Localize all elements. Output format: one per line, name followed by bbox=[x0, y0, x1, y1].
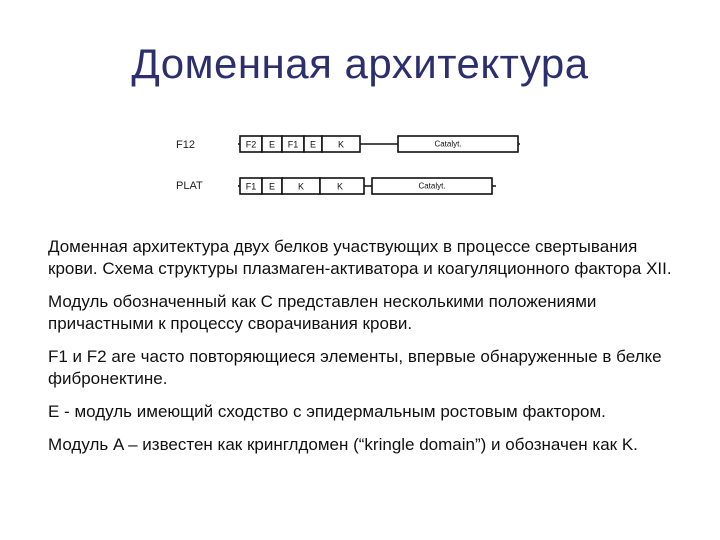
protein-label-plat: PLAT bbox=[176, 180, 203, 192]
domain-catalytic bbox=[398, 136, 518, 152]
svg-text:E: E bbox=[268, 181, 276, 192]
paragraph: Модуль A – известен как кринглдомен (“kringle domain”) и обозначен как K. bbox=[48, 435, 638, 454]
domain-e bbox=[304, 136, 322, 152]
protein-label-f12: F12 bbox=[176, 139, 195, 151]
paragraph: Модуль обозначенный как C представлен несколькими положениями причастными к процессу сворачивания крови. bbox=[48, 292, 597, 333]
svg-text:K: K bbox=[297, 181, 305, 192]
svg-text:K: K bbox=[336, 181, 344, 192]
domain-kringle bbox=[282, 178, 320, 194]
paragraph: Доменная архитектура двух белков участвующих в процессе свертывания крови. Схема структуры плазмаген-активатора и коагуляционного фактора XII. bbox=[48, 237, 672, 278]
domain-f1 bbox=[240, 178, 262, 194]
svg-text:Catalyt.: Catalyt. bbox=[434, 139, 462, 149]
domain-f2 bbox=[240, 136, 262, 152]
svg-text:F2: F2 bbox=[245, 139, 257, 150]
svg-text:F1: F1 bbox=[245, 181, 257, 192]
domain-catalytic bbox=[372, 178, 492, 194]
svg-text:K: K bbox=[337, 139, 345, 150]
svg-text:E: E bbox=[309, 139, 317, 150]
paragraph: F1 и F2 are часто повторяющиеся элементы, впервые обнаруженные в белке фибронектине. bbox=[48, 347, 662, 388]
domain-e bbox=[262, 178, 282, 194]
domain-kringle bbox=[320, 178, 364, 194]
domain-kringle bbox=[322, 136, 360, 152]
domain-architecture-diagram bbox=[0, 0, 720, 220]
svg-text:F1: F1 bbox=[287, 139, 299, 150]
description-text bbox=[48, 236, 688, 467]
svg-text:Catalyt.: Catalyt. bbox=[418, 181, 446, 191]
domain-f1 bbox=[282, 136, 304, 152]
paragraph: E - модуль имеющий сходство с эпидермальным ростовым фактором. bbox=[48, 402, 606, 421]
svg-text:E: E bbox=[268, 139, 276, 150]
domain-e bbox=[262, 136, 282, 152]
slide-title: Доменная архитектура bbox=[131, 40, 589, 87]
